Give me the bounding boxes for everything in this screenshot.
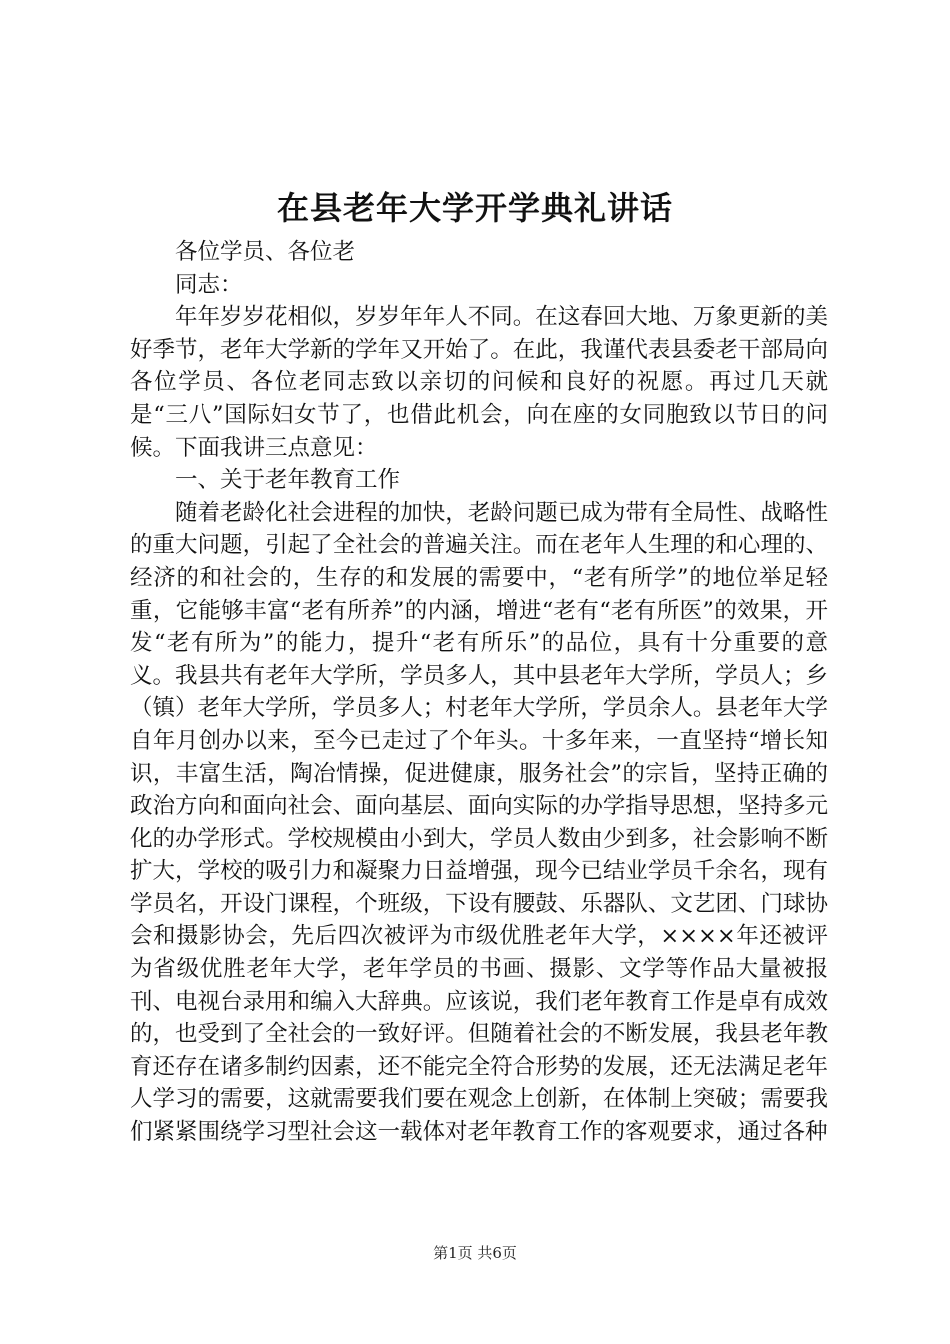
section-1-paragraph: 随着老龄化社会进程的加快，老龄问题已成为带有全局性、战略性的重大问题，引起了全社会的普遍关注。而在老年人生理的和心理的、经济的和社会的，生存的和发展的需要中，“老有所学”的地位举足轻重，它能够丰富“老有所养”的内涵，增进“老有“老有所医”的效果，开发“老有所为”的能力，提升“老有所乐”的品位，具有十分重要的意义。我县共有老年大学所，学员多人，其中县老年大学所，学员人；乡（镇）老年大学所，学员多人；村老年大学所，学员余人。县老年大学自年月创办以来，至今已走过了个年头。十多年来，一直坚持“增长知识，丰富生活，陶冶情操，促进健康，服务社会”的宗旨，坚持正确的政治方向和面向社会、面向基层、面向实际的办学指导思想，坚持多元化的办学形式。学校规模由小到大，学员人数由少到多，社会影响不断扩大，学校的吸引力和凝聚力日益增强，现今已结业学员千余名，现有学员名，开设门课程，个班级，下设有腰鼓、乐器队、文艺团、门球协会和摄影协会，先后四次被评为市级优胜老年大学，××××年还被评为省级优胜老年大学，老年学员的书画、摄影、文学等作品大量被报刊、电视台录用和编入大辞典。应该说，我们老年教育工作是卓有成效的，也受到了全社会的一致好评。但随着社会的不断发展，我县老年教育还存在诸多制约因素，还不能完全符合形势的发展，还无法满足老年人学习的需要，这就需要我们要在观念上创新，在体制上突破；需要我们紧紧围绕学习型社会这一载体对老年教育工作的客观要求，通过各种 [130, 499, 828, 1146]
document-title: 在县老年大学开学典礼讲话 [276, 189, 673, 227]
salutation-line-1: 各位学员、各位老 [175, 239, 356, 265]
document-body [130, 236, 828, 1149]
salutation-line-2: 同志： [175, 271, 243, 298]
section-heading-1: 一、关于老年教育工作 [175, 467, 401, 494]
opening-paragraph: 年年岁岁花相似，岁岁年年人不同。在这春回大地、万象更新的美好季节，老年大学新的学年又开始了。在此，我谨代表县委老干部局向各位学员、各位老同志致以亲切的问候和良好的祝愿。再过几天就是“三八”国际妇女节了，也借此机会，向在座的女同胞致以节日的问候。下面我讲三点意见： [130, 304, 828, 461]
page-footer: 第1页 共6页 [433, 1244, 517, 1262]
